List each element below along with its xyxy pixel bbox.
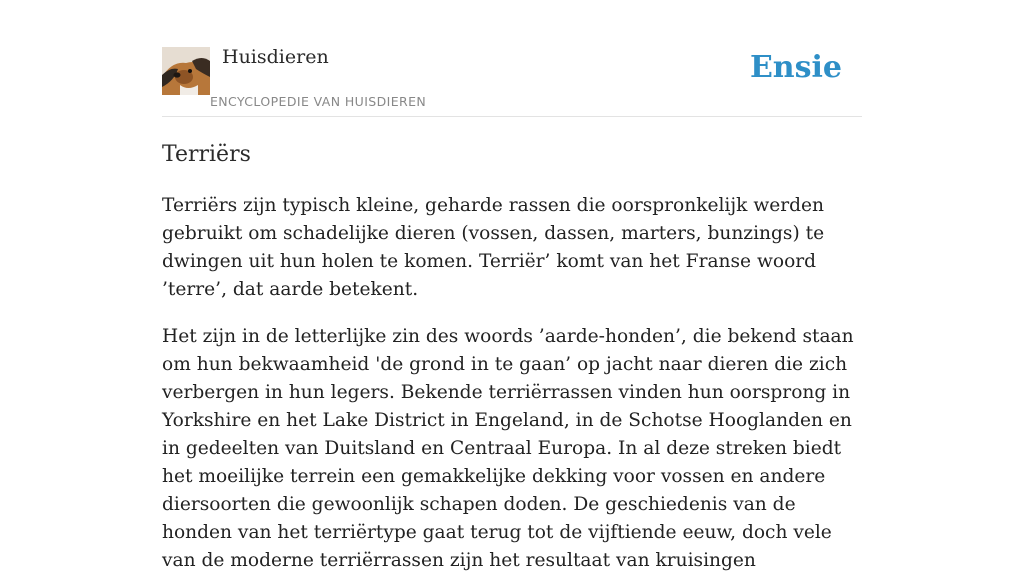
article-paragraph: Het zijn in de letterlijke zin des woords ’aarde-honden’, die bekend staan om hun bekwaamheid 'de grond in te gaan’ op jacht naar dieren die zich verbergen in hun legers. Bekende terriërrassen vinden hun oorsprong in Yorkshire en het Lake District in Engeland, in de Schotse Hooglanden en in gedeelten van Duitsland en Centraal Europa. In al deze streken biedt het moeilijke terrein een gemakkelijke dekking voor vossen en andere diersoorten die gewoonlijk schapen doden. De geschiedenis van de honden van het terriërtype gaat terug tot de vijftiende eeuw, doch vele van de moderne terriërrassen zijn het resultaat van kruisingen [162, 326, 854, 571]
site-header [162, 0, 862, 117]
dog-avatar-graphic [162, 47, 210, 95]
article [162, 140, 864, 575]
site-subtitle: ENCYCLOPEDIE VAN HUISDIEREN [210, 94, 427, 109]
ensie-logo-link[interactable]: Ensie [749, 50, 842, 85]
article-title: Terriërs [162, 142, 251, 167]
site-name-link[interactable]: Huisdieren [222, 46, 329, 68]
dog-avatar-image[interactable] [162, 47, 210, 95]
article-paragraph: Terriërs zijn typisch kleine, geharde rassen die oorspronkelijk werden gebruikt om schadelijke dieren (vossen, dassen, marters, bunzings) te dwingen uit hun holen te komen. Terriër’ komt van het Franse woord ’terre’, dat aarde betekent. [162, 195, 825, 300]
